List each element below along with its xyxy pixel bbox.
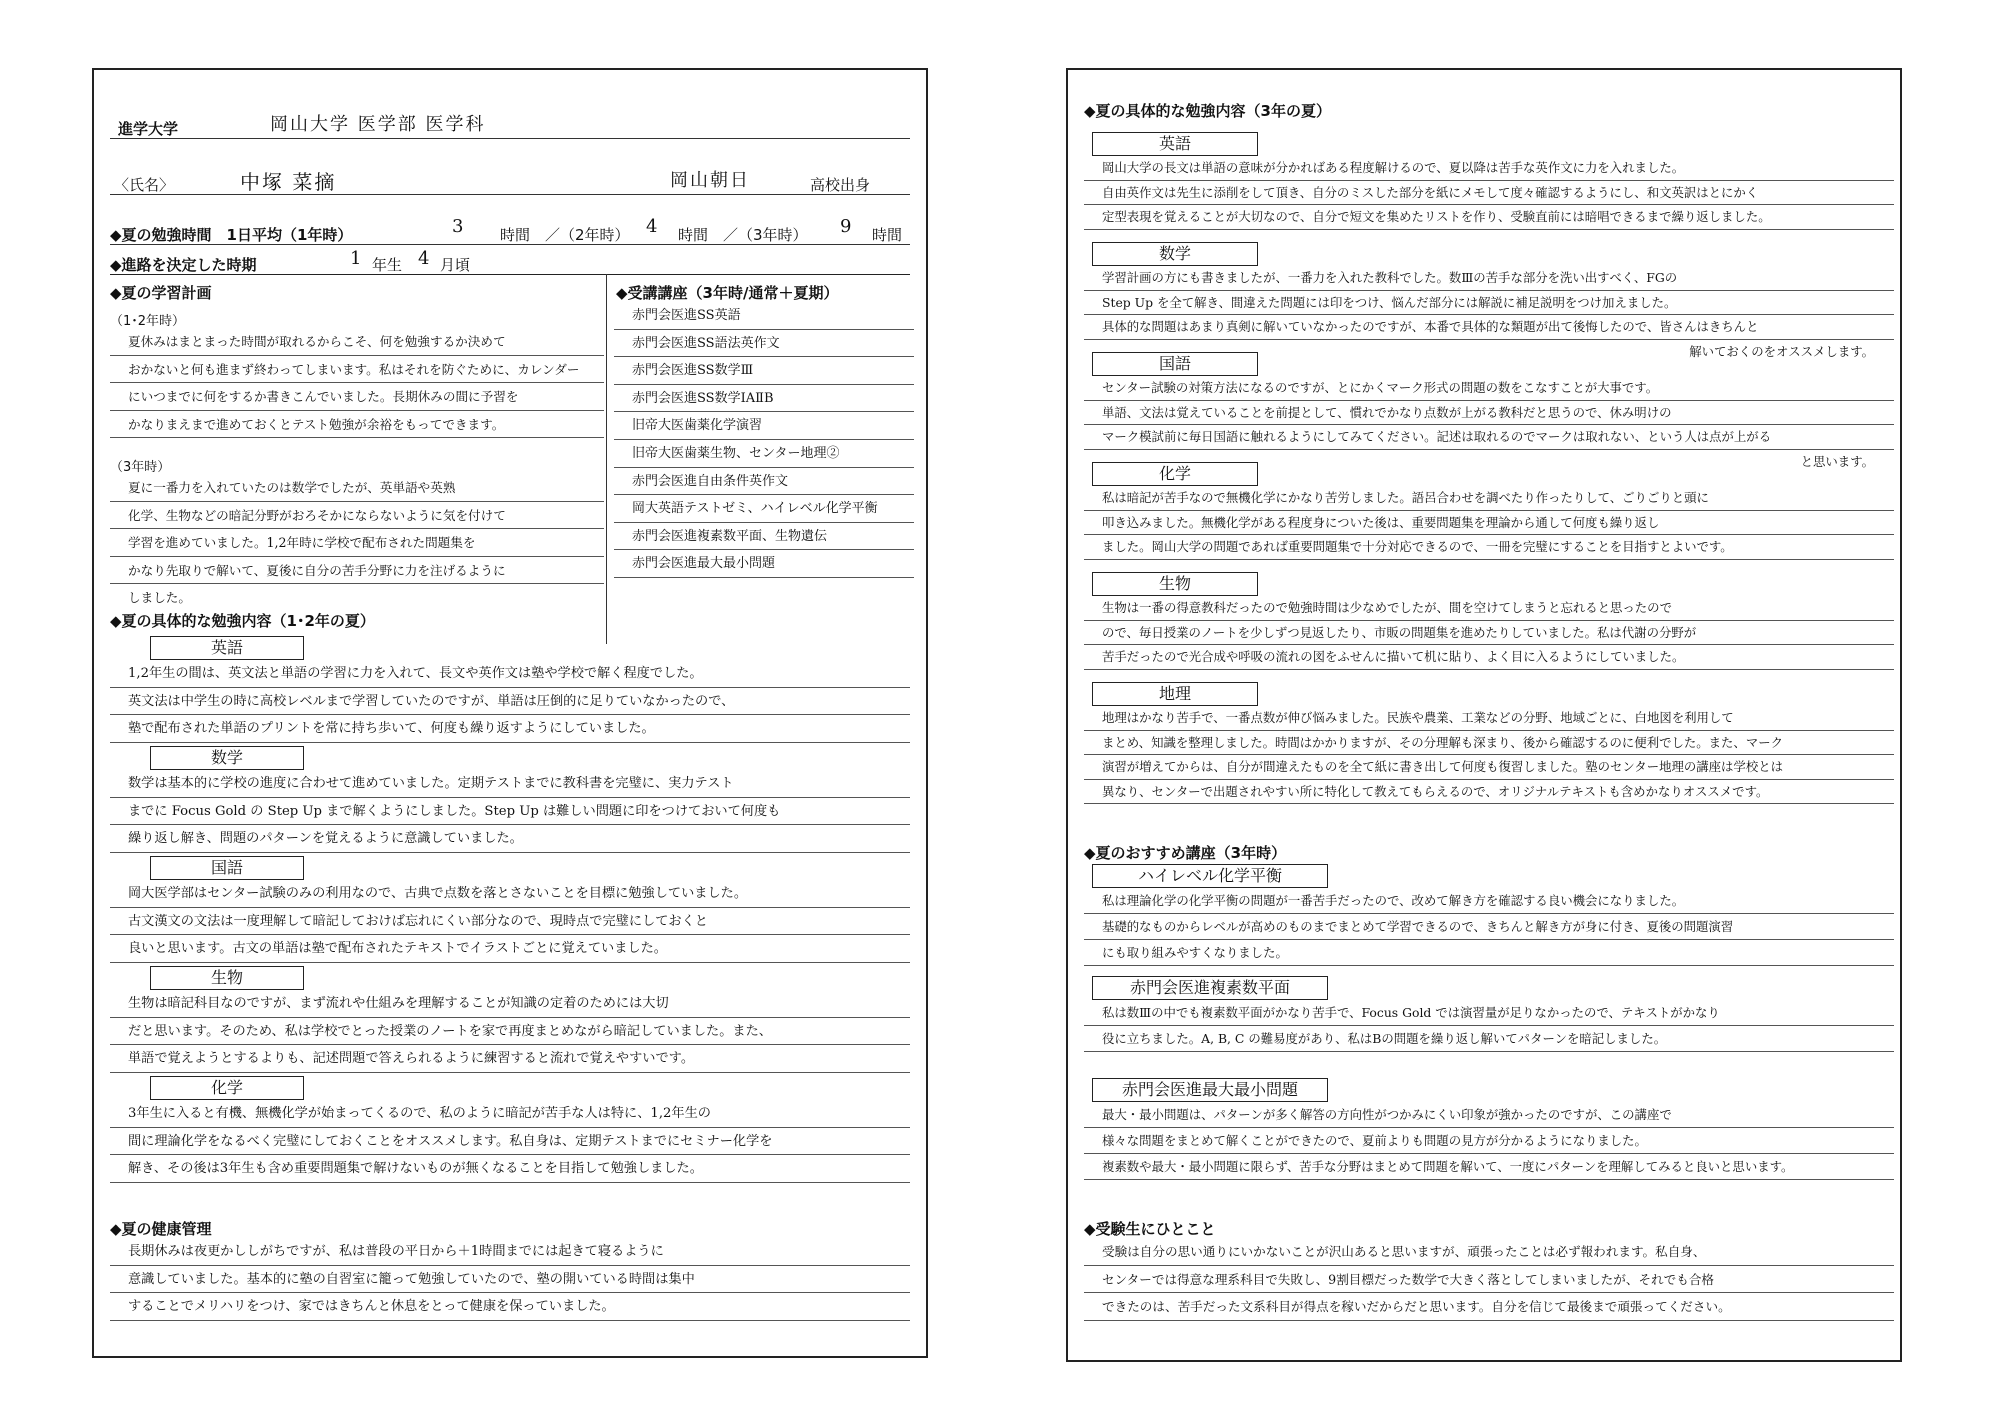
japanese-3-text (1084, 376, 1894, 470)
subject-box-chemistry-3: 化学 (1092, 462, 1258, 486)
course-item: 赤門会医進SS数学Ⅲ (614, 357, 914, 385)
chemistry-3-text (1084, 486, 1894, 560)
text-line: 最大・最小問題は、パターンが多く解答の方向性がつかみにくい印象が強かったのですが、この講座で (1084, 1102, 1894, 1128)
text-line: 単語、文法は覚えていることを前提として、慣れでかなり点数が上がる教科だと思うので、休み明けの (1084, 401, 1894, 426)
left-sheet (92, 68, 928, 1358)
summer3-heading: ◆夏の具体的な勉強内容（3年の夏） (1084, 102, 1331, 120)
course-item: 赤門会医進最大最小問題 (614, 550, 914, 578)
subject-box-chemistry: 化学 (150, 1076, 304, 1100)
study-hours-field (110, 216, 910, 245)
text-line: 良いと思います。古文の単語は塾で配布されたテキストでイラストごとに覚えていました。 (110, 935, 910, 963)
text-line: 英文法は中学生の時に高校レベルまで学習していたのですが、単語は圧倒的に足りていなかったので、 (110, 688, 910, 716)
text-line: 生物は暗記科目なのですが、まず流れや仕組みを理解することが知識の定着のためには大切 (110, 990, 910, 1018)
school-field (110, 110, 910, 139)
plan-12-text (110, 328, 604, 438)
recommend-3-text (1084, 1102, 1894, 1180)
text-line: 私は数Ⅲの中でも複素数平面がかなり苦手で、Focus Gold では演習量が足りなかったので、テキストがかなり (1084, 1000, 1894, 1026)
biology-12-text (110, 990, 910, 1073)
message-heading: ◆受験生にひとこと (1084, 1220, 1216, 1238)
english-12-text (110, 660, 910, 743)
text-line: にいつまでに何をするか書きこんでいました。長期休みの間に予習を (110, 383, 604, 411)
decision-month-unit: 月頃 (440, 256, 471, 274)
study-hours-label: ◆夏の勉強時間 1日平均（1年時） (110, 226, 353, 244)
text-line: 古文漢文の文法は一度理解して暗記しておけば忘れにくい部分なので、現時点で完璧にしておくと (110, 908, 910, 936)
recommend-box-2: 赤門会医進複素数平面 (1092, 976, 1328, 1000)
text-line: 私は暗記が苦手なので無機化学にかなり苦労しました。語呂合わせを調べたり作ったりして、ごりごりと頭に (1084, 486, 1894, 511)
text-line: までに Focus Gold の Step Up まで解くようにしました。Step Up は難しい問題に印をつけておいて何度も (110, 798, 910, 826)
text-line: 異なり、センターで出題されやすい所に特化して教えてもらえるので、オリジナルテキストも含めかなりオススメです。 (1084, 780, 1894, 805)
hours-year1: 3 (452, 216, 466, 237)
text-line: 繰り返し解き、問題のパターンを覚えるように意識していました。 (110, 825, 910, 853)
course-item: 旧帝大医歯薬生物、センター地理② (614, 440, 914, 468)
text-line: センター試験の対策方法になるのですが、とにかくマーク形式の問題の数をこなすことが大事です。 (1084, 376, 1894, 401)
text-line: 夏休みはまとまった時間が取れるからこそ、何を勉強するか決めて (110, 328, 604, 356)
text-line: することでメリハリをつけ、家ではきちんと休息をとって健康を保っていました。 (110, 1293, 910, 1321)
name-field (110, 166, 910, 195)
text-line: 自由英作文は先生に添削をして頂き、自分のミスした部分を紙にメモして度々確認するようにし、和文英訳はとにかく (1084, 181, 1894, 206)
decision-grade: 1 (350, 248, 364, 269)
text-line: マーク模試前に毎日国語に触れるようにしてみてください。記述は取れるのでマークは取れない、という人は点が上がる (1084, 425, 1894, 450)
course-item: 岡大英語テストゼミ、ハイレベル化学平衡 (614, 495, 914, 523)
text-line: ました。岡山大学の問題であれば重要問題集で十分対応できるので、一冊を完璧にすることを目指すとよいです。 (1084, 535, 1894, 560)
text-line: まとめ、知識を整理しました。時間はかかりますが、その分理解も深まり、後から確認するのに便利でした。また、マーク (1084, 731, 1894, 756)
text-line: かなり先取りで解いて、夏後に自分の苦手分野に力を注げるように (110, 557, 604, 585)
subject-box-japanese-3: 国語 (1092, 352, 1258, 376)
school-label: 進学大学 (118, 120, 179, 138)
school-value: 岡山大学 医学部 医学科 (270, 114, 486, 135)
health-text (110, 1238, 910, 1321)
text-line: おかないと何も進まず終わってしまいます。私はそれを防ぐために、カレンダー (110, 356, 604, 384)
subject-box-japanese: 国語 (150, 856, 304, 880)
subject-box-math-3: 数学 (1092, 242, 1258, 266)
subject-box-math: 数学 (150, 746, 304, 770)
courses-heading: ◆受講講座（3年時/通常＋夏期） (616, 284, 839, 302)
course-item: 赤門会医進複素数平面、生物遺伝 (614, 523, 914, 551)
text-line: 夏に一番力を入れていたのは数学でしたが、英単語や英熟 (110, 474, 604, 502)
hours-unit-1: 時間 ／（2年時） (500, 226, 630, 244)
math-12-text (110, 770, 910, 853)
plan-3-text (110, 474, 604, 612)
summer12-heading: ◆夏の具体的な勉強内容（1･2年の夏） (110, 612, 375, 630)
text-line: 学習計画の方にも書きましたが、一番力を入れた教科でした。数Ⅲの苦手な部分を洗い出すべく、FGの (1084, 266, 1894, 291)
text-line: 基礎的なものからレベルが高めのものまでまとめて学習できるので、きちんと解き方が身に付き、夏後の問題演習 (1084, 914, 1894, 940)
text-line: と思います。 (1800, 453, 1874, 469)
text-line: 学習を進めていました。1,2年時に学校で配布された問題集を (110, 529, 604, 557)
decision-month: 4 (418, 248, 432, 269)
courses-list (614, 302, 914, 578)
name-value: 中塚 菜摘 (240, 170, 337, 194)
name-label: 〈氏名〉 (114, 176, 175, 194)
english-3-text (1084, 156, 1894, 230)
text-line: 化学、生物などの暗記分野がおろそかにならないように気を付けて (110, 502, 604, 530)
decision-grade-unit: 年生 (372, 256, 403, 274)
text-line: 意識していました。基本的に塾の自習室に籠って勉強していたので、塾の開いている時間は集中 (110, 1266, 910, 1294)
course-item: 旧帝大医歯薬化学演習 (614, 412, 914, 440)
text-line: 地理はかなり苦手で、一番点数が伸び悩みました。民族や農業、工業などの分野、地域ごとに、白地図を利用して (1084, 706, 1894, 731)
decision-label: ◆進路を決定した時期 (110, 256, 257, 274)
recommend-heading: ◆夏のおすすめ講座（3年時） (1084, 844, 1287, 862)
text-line: にも取り組みやすくなりました。 (1084, 940, 1894, 966)
text-line: 長期休みは夜更かししがちですが、私は普段の平日から＋1時間までには起きて寝るように (110, 1238, 910, 1266)
chemistry-12-text (110, 1100, 910, 1183)
text-line: 定型表現を覚えることが大切なので、自分で短文を集めたリストを作り、受験直前には暗唱できるまで繰り返しました。 (1084, 205, 1894, 230)
text-line: 様々な問題をまとめて解くことができたので、夏前よりも問題の見方が分かるようになりました。 (1084, 1128, 1894, 1154)
text-line: 演習が増えてからは、自分が間違えたものを全て紙に書き出して何度も復習しました。塾のセンター地理の講座は学校とは (1084, 755, 1894, 780)
text-line: ので、毎日授業のノートを少しずつ見返したり、市販の問題集を進めたりしていました。私は代謝の分野が (1084, 621, 1894, 646)
text-line: 役に立ちました。A, B, C の難易度があり、私はBの問題を繰り返し解いてパターンを暗記しました。 (1084, 1026, 1894, 1052)
text-line: だと思います。そのため、私は学校でとった授業のノートを家で再度まとめながら暗記していました。また、 (110, 1018, 910, 1046)
text-line: 単語で覚えようとするよりも、記述問題で答えられるように練習すると流れで覚えやすいです。 (110, 1045, 910, 1073)
high-school-value: 岡山朝日 (670, 170, 750, 191)
text-line: 私は理論化学の化学平衡の問題が一番苦手だったので、改めて解き方を確認する良い機会になりました。 (1084, 888, 1894, 914)
course-item: 赤門会医進SS英語 (614, 302, 914, 330)
text-line: 具体的な問題はあまり真剣に解いていなかったのですが、本番で具体的な類題が出て後悔したので、皆さんはきちんと (1084, 315, 1894, 340)
course-item: 赤門会医進SS語法英作文 (614, 330, 914, 358)
text-line: 生物は一番の得意教科だったので勉強時間は少なめでしたが、間を空けてしまうと忘れると思ったので (1084, 596, 1894, 621)
right-sheet (1066, 68, 1902, 1362)
course-item: 赤門会医進SS数学ⅠAⅡB (614, 385, 914, 413)
text-line: できたのは、苦手だった文系科目が得点を稼いだからだと思います。自分を信じて最後まで頑張ってください。 (1084, 1293, 1894, 1321)
text-line: かなりまえまで進めておくとテスト勉強が余裕をもってできます。 (110, 411, 604, 439)
text-line: 受験は自分の思い通りにいかないことが沢山あると思いますが、頑張ったことは必ず報われます。私自身、 (1084, 1238, 1894, 1266)
hours-year3: 9 (840, 216, 854, 237)
text-line: Step Up を全て解き、間違えた問題には印をつけ、悩んだ部分には解説に補足説明をつけ加えました。 (1084, 291, 1894, 316)
text-line: 間に理論化学をなるべく完璧にしておくことをオススメします。私自身は、定期テストまでにセミナー化学を (110, 1128, 910, 1156)
text-line: 1,2年生の間は、英文法と単語の学習に力を入れて、長文や英作文は塾や学校で解く程度でした。 (110, 660, 910, 688)
high-school-label: 高校出身 (810, 176, 871, 194)
text-line: 複素数や最大・最小問題に限らず、苦手な分野はまとめて問題を解いて、一度にパターンを理解してみると良いと思います。 (1084, 1154, 1894, 1180)
text-line: 岡山大学の長文は単語の意味が分かればある程度解けるので、夏以降は苦手な英作文に力を入れました。 (1084, 156, 1894, 181)
japanese-12-text (110, 880, 910, 963)
message-text (1084, 1238, 1894, 1321)
hours-unit-3: 時間 (872, 226, 903, 244)
health-heading: ◆夏の健康管理 (110, 1220, 212, 1238)
text-line: センターでは得意な理系科目で失敗し、9割目標だった数学で大きく落としてしまいましたが、それでも合格 (1084, 1266, 1894, 1294)
decision-field (110, 246, 910, 275)
text-line: 解いておくのをオススメします。 (1689, 343, 1874, 359)
text-line: 叩き込みました。無機化学がある程度身についた後は、重要問題集を理論から通して何度も繰り返し (1084, 511, 1894, 536)
geography-3-text (1084, 706, 1894, 804)
subject-box-biology: 生物 (150, 966, 304, 990)
plan-divider (606, 274, 607, 644)
text-line: 塾で配布された単語のプリントを常に持ち歩いて、何度も繰り返すようにしていました。 (110, 715, 910, 743)
text-line: 苦手だったので光合成や呼吸の流れの図をふせんに描いて机に貼り、よく目に入るようにしていました。 (1084, 645, 1894, 670)
subject-box-english: 英語 (150, 636, 304, 660)
hours-year2: 4 (646, 216, 660, 237)
text-line: 解き、その後は3年生も含め重要問題集で解けないものが無くなることを目指して勉強しました。 (110, 1155, 910, 1183)
subject-box-geography-3: 地理 (1092, 682, 1258, 706)
text-line: しました。 (128, 590, 191, 606)
recommend-box-1: ハイレベル化学平衡 (1092, 864, 1328, 888)
plan-12-label: （1･2年時） (110, 314, 186, 329)
text-line: 数学は基本的に学校の進度に合わせて進めていました。定期テストまでに教科書を完璧に、実力テスト (110, 770, 910, 798)
subject-box-english-3: 英語 (1092, 132, 1258, 156)
plan-3-label: （3年時） (110, 460, 171, 475)
recommend-box-3: 赤門会医進最大最小問題 (1092, 1078, 1328, 1102)
text-line: 岡大医学部はセンター試験のみの利用なので、古典で点数を落とさないことを目標に勉強していました。 (110, 880, 910, 908)
recommend-2-text (1084, 1000, 1894, 1052)
plan-heading: ◆夏の学習計画 (110, 284, 212, 302)
subject-box-biology-3: 生物 (1092, 572, 1258, 596)
text-line: 3年生に入ると有機、無機化学が始まってくるので、私のように暗記が苦手な人は特に、1,2年生の (110, 1100, 910, 1128)
course-item: 赤門会医進自由条件英作文 (614, 468, 914, 496)
recommend-1-text (1084, 888, 1894, 966)
hours-unit-2: 時間 ／（3年時） (678, 226, 808, 244)
biology-3-text (1084, 596, 1894, 670)
math-3-text (1084, 266, 1894, 360)
